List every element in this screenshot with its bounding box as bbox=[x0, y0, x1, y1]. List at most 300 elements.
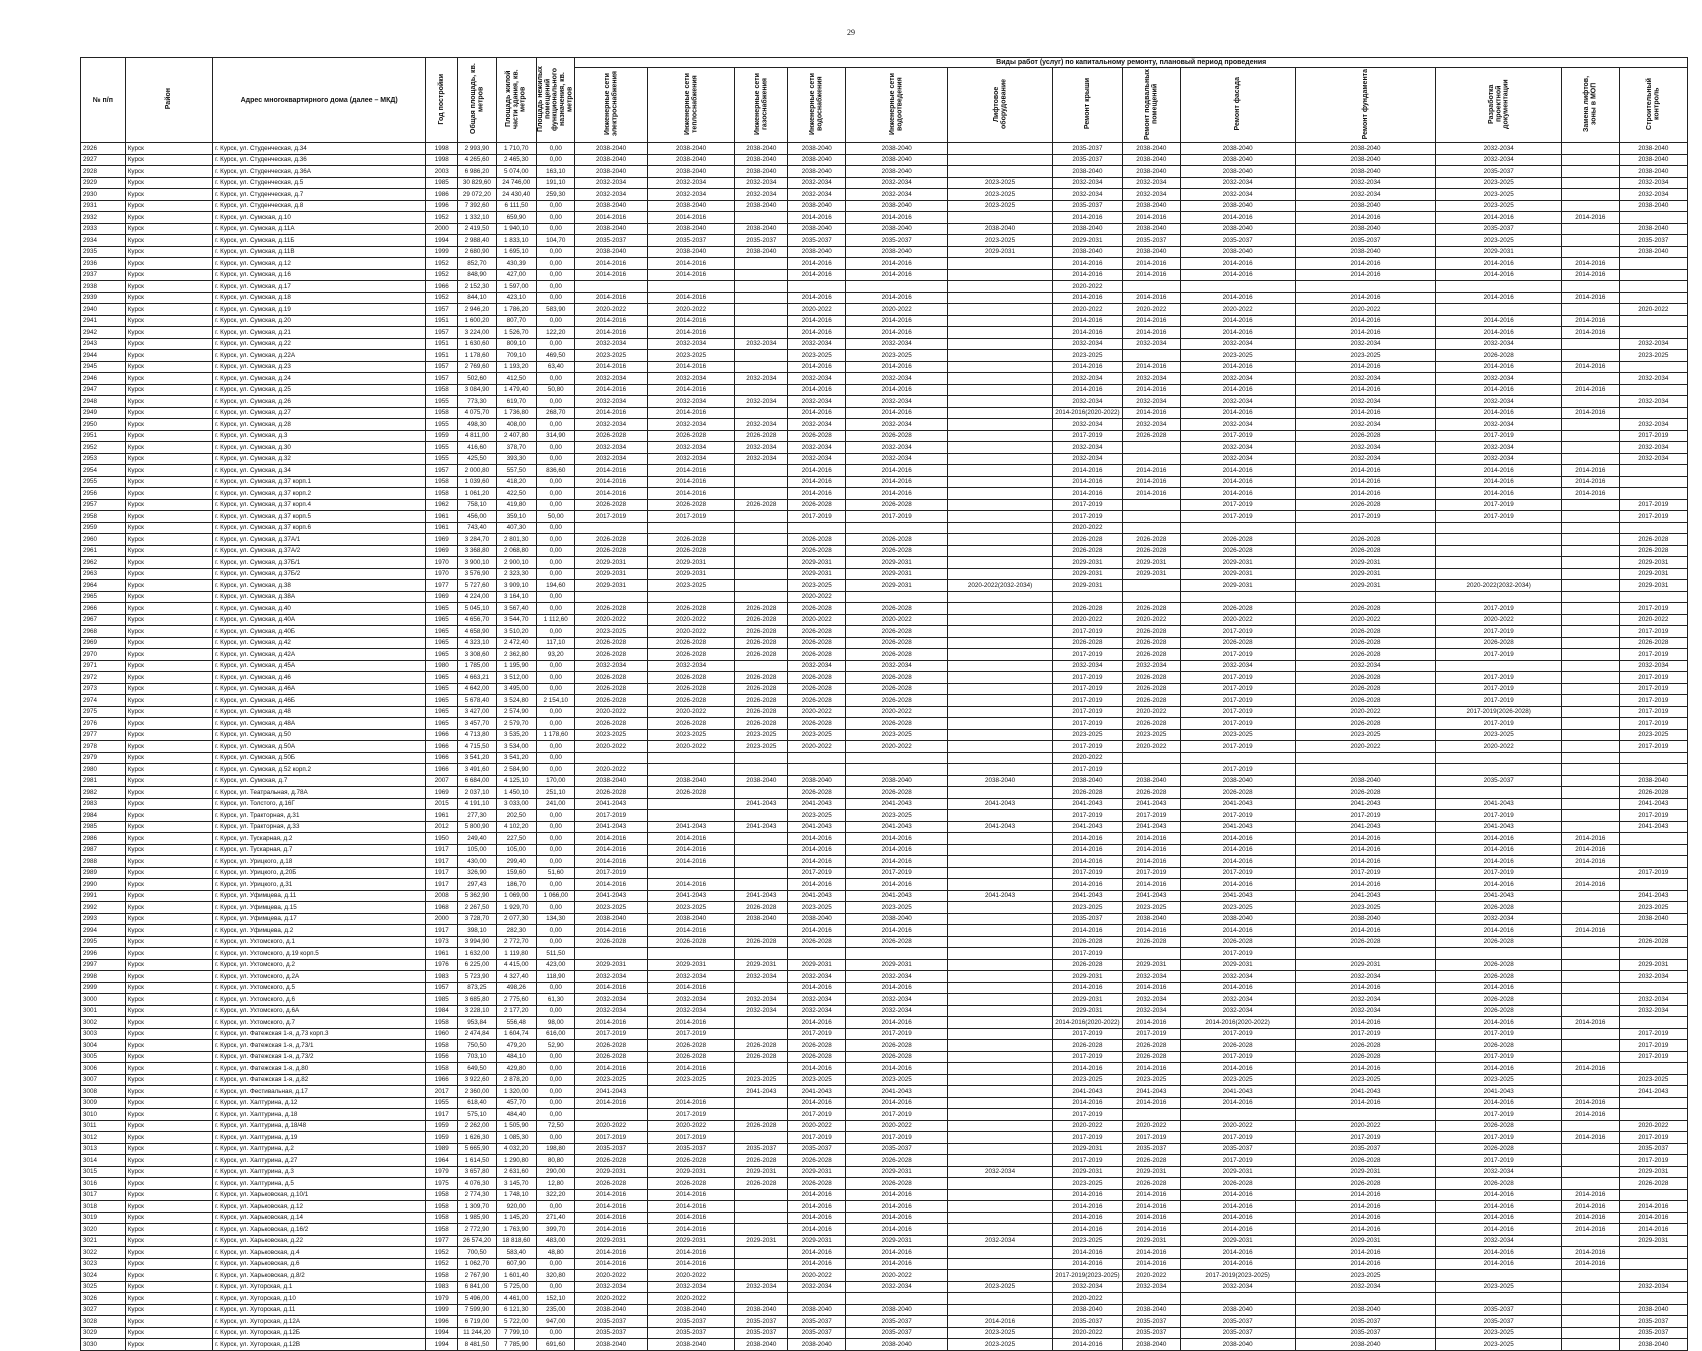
table-cell: 2035-2037 bbox=[735, 1327, 788, 1339]
table-cell: 2029-2031 bbox=[1052, 971, 1122, 983]
table-cell: 2971 bbox=[81, 660, 126, 672]
table-cell bbox=[1436, 534, 1562, 546]
table-cell: 2041-2043 bbox=[1180, 821, 1295, 833]
table-cell: 2029-2031 bbox=[575, 568, 647, 580]
table-cell bbox=[1123, 1293, 1181, 1305]
table-row bbox=[81, 292, 1688, 304]
table-cell: 2014-2016(2020-2022) bbox=[1052, 407, 1122, 419]
table-row bbox=[81, 925, 1688, 937]
table-cell: 2041-2043 bbox=[1619, 821, 1687, 833]
table-cell: 2 801,30 bbox=[496, 534, 536, 546]
table-cell: 3 512,00 bbox=[496, 672, 536, 684]
table-cell: 2023-2025 bbox=[1436, 177, 1562, 189]
table-cell: 0,00 bbox=[537, 879, 575, 891]
table-cell bbox=[1562, 1316, 1620, 1328]
table-cell bbox=[948, 718, 1052, 730]
table-cell: 2020-2022 bbox=[1295, 1120, 1436, 1132]
table-cell: г. Курск, ул. Фатежская 1-я, д.73/1 bbox=[213, 1040, 426, 1052]
table-cell: Курск bbox=[125, 913, 212, 925]
table-cell: 2014-2016 bbox=[788, 1097, 846, 1109]
table-row bbox=[81, 304, 1688, 316]
table-cell bbox=[1562, 1005, 1620, 1017]
table-cell: 2026-2028 bbox=[788, 626, 846, 638]
table-row bbox=[81, 902, 1688, 914]
table-cell: 2014-2016 bbox=[1562, 269, 1620, 281]
table-cell: 2945 bbox=[81, 361, 126, 373]
table-cell: 2038-2040 bbox=[1180, 143, 1295, 155]
table-cell: 2014-2016 bbox=[1123, 292, 1181, 304]
table-cell: г. Курск, ул. Сумская, д.50Б bbox=[213, 752, 426, 764]
table-cell bbox=[575, 1109, 647, 1121]
table-cell: 2032-2034 bbox=[1436, 396, 1562, 408]
table-row bbox=[81, 522, 1688, 534]
table-cell bbox=[948, 637, 1052, 649]
table-cell: 430,00 bbox=[458, 856, 496, 868]
table-cell: 2026-2028 bbox=[735, 603, 788, 615]
table-row bbox=[81, 637, 1688, 649]
table-cell: Курск bbox=[125, 1166, 212, 1178]
table-cell: 2038-2040 bbox=[1052, 223, 1122, 235]
table-cell: 2026-2028 bbox=[1295, 545, 1436, 557]
table-row bbox=[81, 235, 1688, 247]
table-cell: 2014-2016 bbox=[1619, 1201, 1687, 1213]
table-cell: 2032-2034 bbox=[1180, 442, 1295, 454]
table-cell: 3 228,10 bbox=[458, 1005, 496, 1017]
table-cell: 2029-2031 bbox=[1123, 959, 1181, 971]
table-cell bbox=[735, 810, 788, 822]
table-cell: 2038-2040 bbox=[575, 200, 647, 212]
table-cell: 2 068,80 bbox=[496, 545, 536, 557]
table-cell bbox=[735, 488, 788, 500]
table-cell: 2032-2034 bbox=[647, 971, 734, 983]
table-cell: 2026-2028 bbox=[1052, 534, 1122, 546]
table-cell: 29 072,20 bbox=[458, 189, 496, 201]
table-cell bbox=[1562, 453, 1620, 465]
table-cell: 1 940,10 bbox=[496, 223, 536, 235]
table-cell: 2014-2016 bbox=[1436, 384, 1562, 396]
table-cell: 2023-2025 bbox=[647, 729, 734, 741]
table-cell bbox=[948, 1178, 1052, 1190]
table-cell: 2014-2016 bbox=[1180, 833, 1295, 845]
table-cell bbox=[1619, 1270, 1687, 1282]
table-cell bbox=[1436, 557, 1562, 569]
table-row bbox=[81, 1074, 1688, 1086]
table-cell: 2014-2016 bbox=[1052, 327, 1122, 339]
table-cell: 2 772,90 bbox=[458, 1224, 496, 1236]
table-cell: 0,00 bbox=[537, 626, 575, 638]
table-cell: 2997 bbox=[81, 959, 126, 971]
table-cell: 2014-2016 bbox=[1123, 1201, 1181, 1213]
table-cell: 4 191,10 bbox=[458, 798, 496, 810]
table-cell: 2029-2031 bbox=[575, 1235, 647, 1247]
table-cell: 0,00 bbox=[537, 545, 575, 557]
table-cell: 2014-2016 bbox=[647, 327, 734, 339]
table-cell bbox=[1123, 453, 1181, 465]
table-cell: г. Курск, ул. Сумская, д.37А/2 bbox=[213, 545, 426, 557]
table-cell: г. Курск, ул. Ухтомского, д.6А bbox=[213, 1005, 426, 1017]
table-cell: 2038-2040 bbox=[575, 154, 647, 166]
table-cell: 2014-2016 bbox=[1436, 1247, 1562, 1259]
table-cell: 2023-2025 bbox=[647, 1074, 734, 1086]
table-cell: 2014-2016 bbox=[1436, 269, 1562, 281]
table-cell bbox=[1562, 948, 1620, 960]
table-cell bbox=[948, 672, 1052, 684]
table-cell: 2020-2022 bbox=[1180, 614, 1295, 626]
table-cell: 0,00 bbox=[537, 1051, 575, 1063]
table-cell: 2035-2037 bbox=[1436, 1316, 1562, 1328]
table-cell bbox=[575, 522, 647, 534]
table-cell: 2014-2016 bbox=[1180, 1097, 1295, 1109]
table-cell: 0,00 bbox=[537, 338, 575, 350]
table-cell bbox=[948, 752, 1052, 764]
table-cell: г. Курск, ул. Хуторская, д.12Б bbox=[213, 1327, 426, 1339]
table-cell: г. Курск, ул. Сумская, д.46Б bbox=[213, 695, 426, 707]
table-cell bbox=[1619, 948, 1687, 960]
table-cell: 3029 bbox=[81, 1327, 126, 1339]
table-cell: 1952 bbox=[426, 212, 458, 224]
table-cell: 2029-2031 bbox=[846, 1166, 948, 1178]
table-cell: 2014-2016 bbox=[1180, 212, 1295, 224]
table-cell: 2014-2016 bbox=[1052, 212, 1122, 224]
table-cell: 202,50 bbox=[496, 810, 536, 822]
table-cell: 1961 bbox=[426, 522, 458, 534]
table-cell: 2014-2016 bbox=[846, 258, 948, 270]
table-cell bbox=[1180, 591, 1295, 603]
table-cell: 2014-2016 bbox=[575, 925, 647, 937]
table-cell bbox=[1562, 890, 1620, 902]
table-cell: 2014-2016 bbox=[1562, 212, 1620, 224]
table-cell: 2038-2040 bbox=[647, 154, 734, 166]
table-cell: 6 684,00 bbox=[458, 775, 496, 787]
table-cell: 2029-2031 bbox=[647, 568, 734, 580]
column-header: Площадь жилой части здания, кв. метров bbox=[496, 58, 536, 143]
table-row bbox=[81, 591, 1688, 603]
table-cell: 2014-2016 bbox=[1562, 856, 1620, 868]
table-cell: 0,00 bbox=[537, 982, 575, 994]
table-cell: 6 841,00 bbox=[458, 1281, 496, 1293]
table-cell: 2038-2040 bbox=[1295, 154, 1436, 166]
table-cell: 2014-2016 bbox=[575, 292, 647, 304]
table-cell: Курск bbox=[125, 315, 212, 327]
table-row bbox=[81, 626, 1688, 638]
table-cell: 2035-2037 bbox=[575, 1316, 647, 1328]
table-cell: 2032-2034 bbox=[846, 177, 948, 189]
table-cell: 2029-2031 bbox=[948, 246, 1052, 258]
table-cell: 2026-2028 bbox=[788, 545, 846, 557]
table-cell: 2017-2019(2023-2025) bbox=[1180, 1270, 1295, 1282]
table-cell: 1964 bbox=[426, 1155, 458, 1167]
table-cell: 268,70 bbox=[537, 407, 575, 419]
table-cell: 2029-2031 bbox=[788, 568, 846, 580]
table-row bbox=[81, 453, 1688, 465]
table-cell: 2014-2016 bbox=[1123, 384, 1181, 396]
table-cell bbox=[948, 488, 1052, 500]
table-cell: 2038-2040 bbox=[1180, 200, 1295, 212]
table-cell bbox=[1619, 465, 1687, 477]
table-cell: 2937 bbox=[81, 269, 126, 281]
table-cell bbox=[1562, 660, 1620, 672]
table-cell: 2023-2025 bbox=[788, 810, 846, 822]
table-row bbox=[81, 856, 1688, 868]
table-cell bbox=[1295, 281, 1436, 293]
table-cell: 2986 bbox=[81, 833, 126, 845]
table-cell: 2026-2028 bbox=[1295, 936, 1436, 948]
table-cell: г. Курск, ул. Уфимцева, д.17 bbox=[213, 913, 426, 925]
table-cell: 152,10 bbox=[537, 1293, 575, 1305]
table-cell bbox=[788, 522, 846, 534]
table-cell: 2014-2016 bbox=[1052, 856, 1122, 868]
table-cell bbox=[735, 1109, 788, 1121]
table-row bbox=[81, 936, 1688, 948]
table-cell: 2038-2040 bbox=[1180, 223, 1295, 235]
table-cell: 2014-2016 bbox=[788, 982, 846, 994]
table-cell: 2038-2040 bbox=[788, 246, 846, 258]
table-cell: 2983 bbox=[81, 798, 126, 810]
table-cell: 2014-2016 bbox=[575, 879, 647, 891]
table-cell bbox=[948, 1063, 1052, 1075]
table-cell: Курск bbox=[125, 810, 212, 822]
table-cell: 1955 bbox=[426, 419, 458, 431]
table-cell: 2032-2034 bbox=[1123, 177, 1181, 189]
table-cell: 583,40 bbox=[496, 1247, 536, 1259]
table-cell: 0,00 bbox=[537, 499, 575, 511]
table-cell: 2017-2019 bbox=[1180, 718, 1295, 730]
table-cell: 2014-2016 bbox=[846, 407, 948, 419]
table-cell: 2038-2040 bbox=[1123, 143, 1181, 155]
table-cell: 2014-2016 bbox=[1562, 1063, 1620, 1075]
table-cell: 2026-2028 bbox=[1180, 534, 1295, 546]
table-cell: 2041-2043 bbox=[1619, 1086, 1687, 1098]
table-cell: 1 695,10 bbox=[496, 246, 536, 258]
table-cell: 0,00 bbox=[537, 856, 575, 868]
table-cell: 2014-2016 bbox=[788, 1017, 846, 1029]
table-cell: Курск bbox=[125, 1327, 212, 1339]
table-cell bbox=[1123, 764, 1181, 776]
table-cell: 2026-2028 bbox=[1436, 1178, 1562, 1190]
table-cell: г. Курск, ул. Студенческая, д.34 bbox=[213, 143, 426, 155]
table-cell: Курск bbox=[125, 327, 212, 339]
table-cell bbox=[948, 499, 1052, 511]
table-cell: г. Курск, ул. Тракторная, д.33 bbox=[213, 821, 426, 833]
table-cell: 2023-2025 bbox=[948, 1339, 1052, 1351]
table-cell: 2014-2016 bbox=[788, 292, 846, 304]
table-cell: 2026-2028 bbox=[846, 603, 948, 615]
table-cell: 2014-2016 bbox=[1052, 1097, 1122, 1109]
table-cell bbox=[1562, 971, 1620, 983]
table-cell: г. Курск, ул. Халтурина, д.5 bbox=[213, 1178, 426, 1190]
table-cell: 0,00 bbox=[537, 258, 575, 270]
table-cell: 2017-2019 bbox=[1123, 867, 1181, 879]
table-cell: 2032-2034 bbox=[1436, 143, 1562, 155]
table-cell bbox=[735, 361, 788, 373]
table-cell: 2026-2028 bbox=[1052, 545, 1122, 557]
table-cell: 2035-2037 bbox=[647, 1143, 734, 1155]
table-cell: 1 985,90 bbox=[458, 1212, 496, 1224]
table-cell: г. Курск, ул. Сумская, д.50 bbox=[213, 729, 426, 741]
table-cell: 1 604,74 bbox=[496, 1028, 536, 1040]
table-cell: 2 000,80 bbox=[458, 465, 496, 477]
table-cell bbox=[1562, 177, 1620, 189]
table-cell: 12,80 bbox=[537, 1178, 575, 1190]
table-row bbox=[81, 1051, 1688, 1063]
table-cell: 2032-2034 bbox=[575, 1281, 647, 1293]
table-cell: 2017-2019 bbox=[1052, 810, 1122, 822]
table-cell bbox=[647, 798, 734, 810]
column-header: Лифтовое оборудование bbox=[948, 68, 1052, 143]
table-cell: 2023-2025 bbox=[1436, 1281, 1562, 1293]
table-row bbox=[81, 143, 1688, 155]
table-cell: 2041-2043 bbox=[788, 821, 846, 833]
table-cell: 2014-2016 bbox=[1123, 361, 1181, 373]
table-cell: 2014-2016 bbox=[846, 925, 948, 937]
table-cell: 2014-2016 bbox=[788, 407, 846, 419]
table-cell bbox=[948, 1293, 1052, 1305]
table-cell: 2014-2016 bbox=[846, 212, 948, 224]
table-cell bbox=[1123, 350, 1181, 362]
table-cell: 2023-2025 bbox=[788, 902, 846, 914]
table-cell: 2032-2034 bbox=[575, 189, 647, 201]
table-cell: 2936 bbox=[81, 258, 126, 270]
table-cell: 616,00 bbox=[537, 1028, 575, 1040]
table-cell bbox=[1562, 637, 1620, 649]
table-row bbox=[81, 327, 1688, 339]
table-cell: 2029-2031 bbox=[1180, 580, 1295, 592]
table-cell bbox=[1562, 1270, 1620, 1282]
table-cell: 423,00 bbox=[537, 959, 575, 971]
column-header: Площадь нежилых помещений функционального назначения, кв. метров bbox=[537, 58, 575, 143]
table-cell: 2017-2019 bbox=[1436, 1132, 1562, 1144]
table-cell: 2038-2040 bbox=[1619, 200, 1687, 212]
table-cell bbox=[1562, 568, 1620, 580]
table-cell: 2014-2016 bbox=[1123, 1017, 1181, 1029]
table-cell bbox=[1562, 1327, 1620, 1339]
table-cell: 2032-2034 bbox=[1619, 453, 1687, 465]
table-cell: 2026-2028 bbox=[575, 1040, 647, 1052]
table-row bbox=[81, 189, 1688, 201]
table-cell: 2934 bbox=[81, 235, 126, 247]
table-cell: 2020-2022 bbox=[788, 1120, 846, 1132]
table-cell: 2017-2019 bbox=[1619, 683, 1687, 695]
table-cell: 2026-2028 bbox=[788, 534, 846, 546]
table-cell: 2038-2040 bbox=[1295, 200, 1436, 212]
table-cell: Курск bbox=[125, 925, 212, 937]
table-cell: 2026-2028 bbox=[647, 534, 734, 546]
table-row bbox=[81, 488, 1688, 500]
table-cell: г. Курск, ул. Ухтомского, д.5 bbox=[213, 982, 426, 994]
table-cell bbox=[735, 1201, 788, 1213]
table-cell: 2032-2034 bbox=[1295, 453, 1436, 465]
table-cell: 1 112,60 bbox=[537, 614, 575, 626]
table-cell: 5 362,90 bbox=[458, 890, 496, 902]
table-cell: 2014-2016 bbox=[1295, 315, 1436, 327]
table-cell: 2038-2040 bbox=[1619, 775, 1687, 787]
table-cell: 2943 bbox=[81, 338, 126, 350]
table-cell: 1 195,90 bbox=[496, 660, 536, 672]
column-header: Инженерные сети электроснабжения bbox=[575, 68, 647, 143]
table-cell bbox=[1619, 488, 1687, 500]
table-cell: 2017-2019 bbox=[846, 1028, 948, 1040]
table-cell: 2017-2019 bbox=[1436, 1028, 1562, 1040]
table-cell: 2023-2025 bbox=[1619, 902, 1687, 914]
table-cell: 2032-2034 bbox=[788, 1281, 846, 1293]
table-cell: 2017-2019 bbox=[1619, 741, 1687, 753]
table-cell: 2020-2022 bbox=[1123, 1120, 1181, 1132]
table-cell: 852,70 bbox=[458, 258, 496, 270]
table-cell: 2023-2025 bbox=[948, 235, 1052, 247]
table-row bbox=[81, 959, 1688, 971]
table-cell bbox=[647, 1086, 734, 1098]
table-row bbox=[81, 1005, 1688, 1017]
table-cell: Курск bbox=[125, 764, 212, 776]
table-cell: 1960 bbox=[426, 1028, 458, 1040]
table-cell: 1 601,40 bbox=[496, 1270, 536, 1282]
table-cell: 2032-2034 bbox=[647, 373, 734, 385]
table-cell bbox=[1123, 281, 1181, 293]
table-cell: 2029-2031 bbox=[647, 1166, 734, 1178]
table-cell: 4 224,00 bbox=[458, 591, 496, 603]
table-cell: 2017-2019 bbox=[1052, 672, 1122, 684]
table-cell: Курск bbox=[125, 752, 212, 764]
table-cell: 2029-2031 bbox=[735, 1235, 788, 1247]
table-cell: 2035-2037 bbox=[647, 235, 734, 247]
table-cell: 1952 bbox=[426, 258, 458, 270]
table-row bbox=[81, 361, 1688, 373]
table-cell: 2014-2016 bbox=[1052, 833, 1122, 845]
table-cell: 1 505,90 bbox=[496, 1120, 536, 1132]
table-cell: 2017-2019 bbox=[1619, 810, 1687, 822]
table-cell: 2026-2028 bbox=[647, 499, 734, 511]
table-row bbox=[81, 1258, 1688, 1270]
table-cell: 2014-2016 bbox=[846, 982, 948, 994]
table-cell: 2026-2028 bbox=[846, 787, 948, 799]
table-cell: 2032-2034 bbox=[846, 189, 948, 201]
table-cell: 4 663,21 bbox=[458, 672, 496, 684]
table-cell: 2014-2016 bbox=[1180, 292, 1295, 304]
table-cell bbox=[948, 281, 1052, 293]
table-cell: 2020-2022 bbox=[575, 1270, 647, 1282]
table-cell: 1955 bbox=[426, 1097, 458, 1109]
table-cell: 2038-2040 bbox=[575, 1304, 647, 1316]
table-cell: 2014-2016 bbox=[1295, 407, 1436, 419]
table-cell: 2017-2019 bbox=[1180, 1028, 1295, 1040]
table-cell: 2017-2019 bbox=[1619, 511, 1687, 523]
table-cell: 2020-2022 bbox=[575, 1120, 647, 1132]
table-cell: 8 481,50 bbox=[458, 1339, 496, 1351]
table-cell: 2041-2043 bbox=[1619, 890, 1687, 902]
table-cell: 920,00 bbox=[496, 1201, 536, 1213]
table-cell bbox=[735, 1293, 788, 1305]
table-cell: 2014-2016 bbox=[1180, 844, 1295, 856]
table-cell: 2026-2028 bbox=[846, 637, 948, 649]
table-cell: г. Курск, ул. Сумская, д.7 bbox=[213, 775, 426, 787]
table-cell: Курск bbox=[125, 1051, 212, 1063]
table-cell: г. Курск, ул. Урицкого, д.20Б bbox=[213, 867, 426, 879]
table-cell: 2035-2037 bbox=[1295, 1143, 1436, 1155]
table-cell: 3 541,20 bbox=[458, 752, 496, 764]
table-cell: 2014-2016 bbox=[1180, 856, 1295, 868]
table-cell bbox=[1619, 752, 1687, 764]
table-cell: 2014-2016 bbox=[1180, 465, 1295, 477]
table-cell: 5 725,00 bbox=[496, 1281, 536, 1293]
table-cell: 2029-2031 bbox=[575, 580, 647, 592]
table-cell: 2014-2016 bbox=[1052, 315, 1122, 327]
table-cell: 2 154,10 bbox=[537, 695, 575, 707]
table-cell: 2940 bbox=[81, 304, 126, 316]
table-row bbox=[81, 729, 1688, 741]
table-cell: 2996 bbox=[81, 948, 126, 960]
table-cell: 483,00 bbox=[537, 1235, 575, 1247]
table-cell bbox=[575, 752, 647, 764]
